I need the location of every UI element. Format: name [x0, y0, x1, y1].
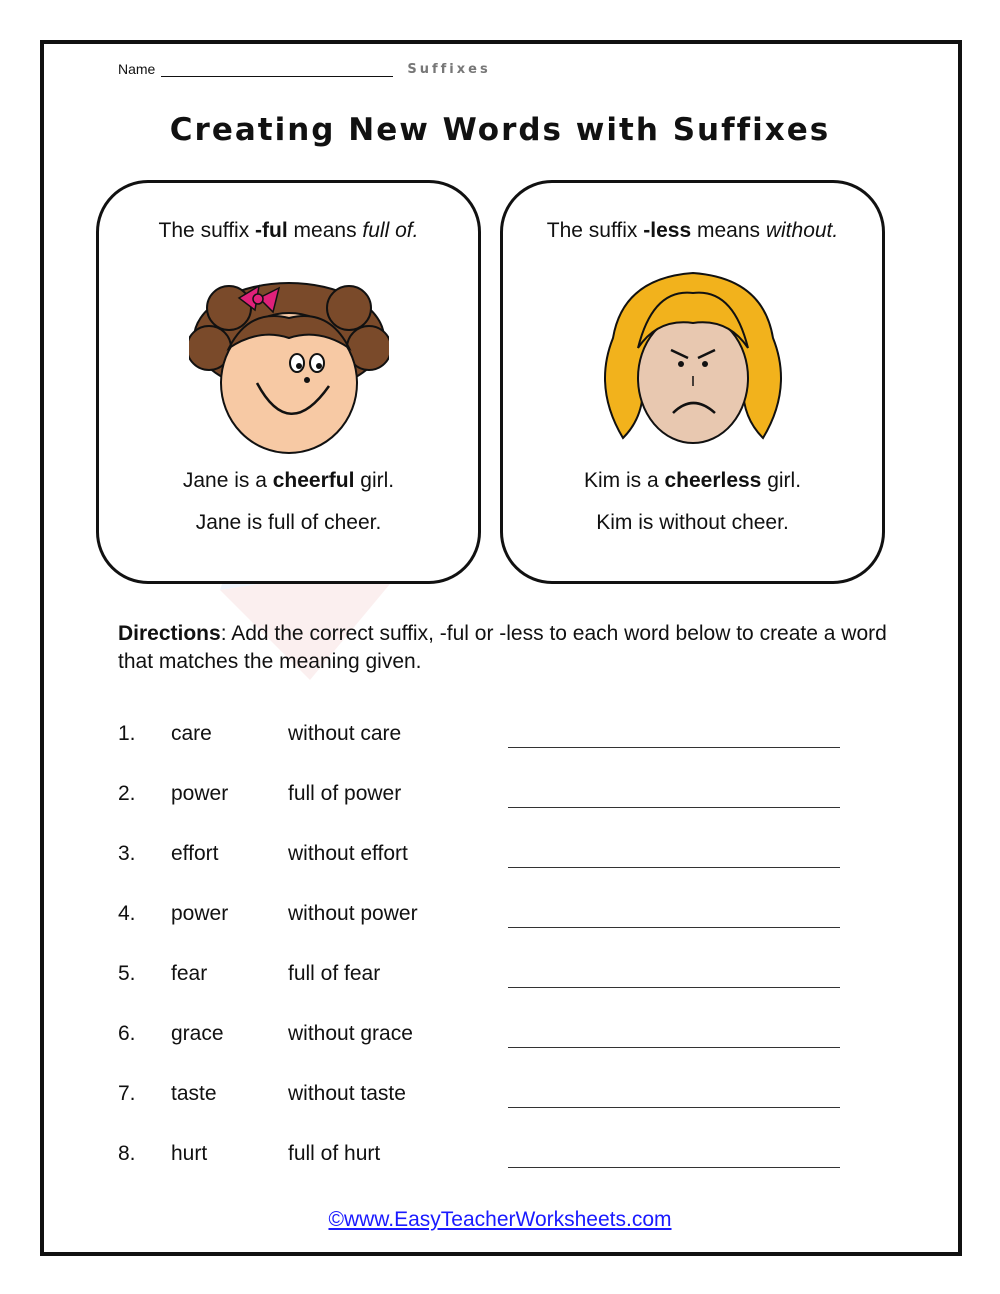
- item-number: 1.: [118, 722, 136, 745]
- list-item: [118, 778, 858, 838]
- header-line: [118, 61, 491, 77]
- list-item: [118, 718, 858, 778]
- heading-text: The suffix: [546, 219, 644, 242]
- answer-blank[interactable]: [508, 1167, 840, 1168]
- answer-blank[interactable]: [508, 987, 840, 988]
- heading-text: The suffix: [158, 219, 256, 242]
- item-word: taste: [171, 1082, 217, 1105]
- sentence-text: Kim is a: [583, 469, 665, 492]
- answer-blank[interactable]: [508, 867, 840, 868]
- name-label: Name: [118, 61, 156, 77]
- item-word: power: [171, 902, 229, 925]
- exercise-list: [118, 718, 858, 1198]
- list-item: [118, 958, 858, 1018]
- directions-text: : Add the correct suffix, -ful or -less to each word below to create a word that matches the meaning given.: [118, 622, 887, 673]
- item-number: 8.: [118, 1142, 136, 1165]
- item-meaning: full of hurt: [288, 1142, 381, 1165]
- item-number: 6.: [118, 1022, 136, 1045]
- answer-blank[interactable]: [508, 927, 840, 928]
- heading-text: means: [691, 219, 766, 242]
- card-ful: [96, 180, 481, 584]
- list-item: [118, 1078, 858, 1138]
- heading-text: means: [287, 219, 363, 242]
- item-number: 7.: [118, 1082, 136, 1105]
- suffix-ful: -ful: [255, 219, 288, 242]
- item-meaning: full of fear: [288, 962, 381, 985]
- suffix-less: -less: [643, 219, 692, 242]
- item-meaning: without power: [288, 902, 418, 925]
- meaning-without: without.: [765, 219, 839, 242]
- item-number: 5.: [118, 962, 136, 985]
- list-item: [118, 1018, 858, 1078]
- page-title: Creating New Words with Suffixes: [169, 112, 831, 148]
- item-word: grace: [171, 1022, 224, 1045]
- sentence-text: girl.: [354, 469, 395, 492]
- meaning-full-of: full of.: [362, 219, 419, 242]
- item-word: fear: [171, 962, 208, 985]
- item-meaning: without taste: [288, 1082, 406, 1105]
- item-meaning: without effort: [288, 842, 408, 865]
- list-item: [118, 898, 858, 958]
- card-heading-ful: [99, 219, 478, 243]
- list-item: [118, 838, 858, 898]
- directions-label: Directions: [118, 622, 221, 645]
- answer-blank[interactable]: [508, 747, 840, 748]
- topic-label: Suffixes: [407, 62, 491, 77]
- example-meaning-less: Kim is without cheer.: [596, 511, 789, 534]
- sad-girl-illustration: [593, 268, 793, 458]
- answer-blank[interactable]: [508, 1107, 840, 1108]
- name-blank-line[interactable]: [161, 64, 393, 77]
- card-less: [500, 180, 885, 584]
- card-heading-less: [503, 219, 882, 243]
- item-word: power: [171, 782, 229, 805]
- list-item: [118, 1138, 858, 1198]
- item-number: 4.: [118, 902, 136, 925]
- item-word: care: [171, 722, 212, 745]
- answer-blank[interactable]: [508, 1047, 840, 1048]
- footer-website-link[interactable]: ©www.EasyTeacherWorksheets.com: [328, 1208, 672, 1231]
- item-meaning: full of power: [288, 782, 402, 805]
- item-word: effort: [171, 842, 219, 865]
- example-sentence-cheerless: [503, 469, 882, 493]
- example-meaning-ful: Jane is full of cheer.: [195, 511, 382, 534]
- sentence-text: girl.: [761, 469, 802, 492]
- answer-blank[interactable]: [508, 807, 840, 808]
- item-word: hurt: [171, 1142, 208, 1165]
- item-meaning: without grace: [288, 1022, 413, 1045]
- item-number: 3.: [118, 842, 136, 865]
- happy-girl-illustration: [189, 268, 389, 458]
- word-cheerful: cheerful: [272, 469, 355, 492]
- item-meaning: without care: [288, 722, 402, 745]
- example-sentence-cheerful: [99, 469, 478, 493]
- word-cheerless: cheerless: [664, 469, 762, 492]
- directions: [118, 620, 898, 676]
- sentence-text: Jane is a: [182, 469, 273, 492]
- item-number: 2.: [118, 782, 136, 805]
